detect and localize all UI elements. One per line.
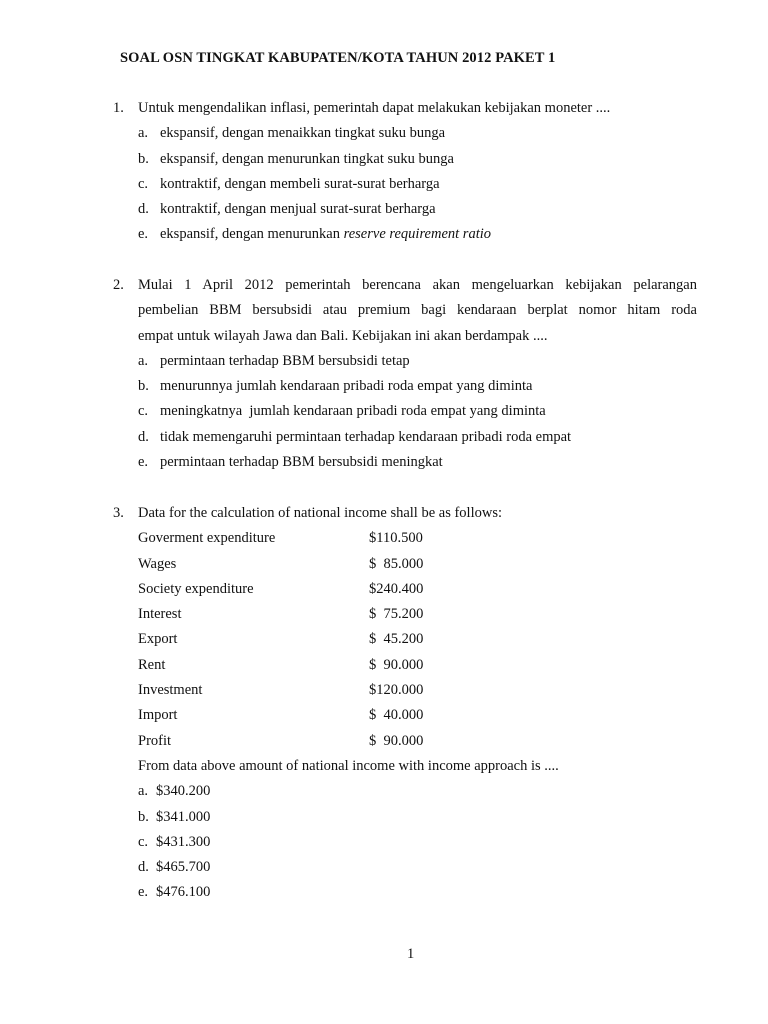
option-letter: c. xyxy=(138,175,149,192)
option-letter: d. xyxy=(138,201,149,218)
option-b xyxy=(138,147,697,172)
data-label: Import xyxy=(138,707,178,724)
option-list xyxy=(113,349,697,475)
option-letter: a. xyxy=(138,352,149,369)
option-e xyxy=(138,450,697,475)
option-text: $476.100 xyxy=(156,884,211,901)
data-row xyxy=(138,602,697,627)
data-row xyxy=(138,703,697,728)
question-number: 2. xyxy=(113,277,124,293)
option-text: ekspansif, dengan menaikkan tingkat suku bunga xyxy=(160,125,446,142)
option-letter: d. xyxy=(138,428,149,445)
option-text: permintaan terhadap BBM bersubsidi tetap xyxy=(160,352,410,369)
option-text: $465.700 xyxy=(156,859,211,876)
data-label: Society expenditure xyxy=(138,580,254,597)
data-row xyxy=(138,678,697,703)
data-row xyxy=(138,552,697,577)
data-value: $ 85.000 xyxy=(369,555,424,572)
question-stem xyxy=(138,273,697,349)
option-letter: a. xyxy=(138,125,149,142)
option-list xyxy=(113,121,697,247)
data-value: $120.000 xyxy=(369,682,424,699)
question-1 xyxy=(113,96,697,248)
page-number: 1 xyxy=(407,946,415,962)
data-value: $ 90.000 xyxy=(369,732,424,749)
question-stem-line: Mulai 1 April 2012 pemerintah berencana akan mengeluarkan kebijakan pelarangan xyxy=(138,277,697,293)
option-letter: e. xyxy=(138,454,149,471)
option-text: $431.300 xyxy=(156,833,211,850)
question-stem: Untuk mengendalikan inflasi, pemerintah dapat melakukan kebijakan moneter .... xyxy=(138,100,611,116)
option-text: kontraktif, dengan menjual surat-surat berharga xyxy=(160,201,436,218)
option-letter: b. xyxy=(138,378,149,395)
option-c xyxy=(138,172,697,197)
question-2 xyxy=(113,273,697,475)
option-d xyxy=(138,425,697,450)
option-text: permintaan terhadap BBM bersubsidi meningkat xyxy=(160,454,443,471)
option-a xyxy=(138,779,697,804)
option-e xyxy=(138,880,697,905)
data-value: $ 45.200 xyxy=(369,631,424,648)
option-text: meningkatnya jumlah kendaraan pribadi roda empat yang diminta xyxy=(160,403,546,420)
data-row xyxy=(138,627,697,652)
option-list xyxy=(113,779,697,905)
option-text: kontraktif, dengan membeli surat-surat berharga xyxy=(160,175,440,192)
data-value: $240.400 xyxy=(369,580,424,597)
question-stem-line: empat untuk wilayah Jawa dan Bali. Kebijakan ini akan berdampak .... xyxy=(138,327,548,344)
question-3 xyxy=(113,501,697,906)
option-letter: e. xyxy=(138,884,149,901)
data-table xyxy=(113,526,697,754)
data-label: Investment xyxy=(138,682,203,699)
option-letter: e. xyxy=(138,226,149,243)
option-text: ekspansif, dengan menurunkan xyxy=(160,226,344,243)
data-row xyxy=(138,577,697,602)
option-c xyxy=(138,830,697,855)
question-number: 1. xyxy=(113,100,124,116)
question-prompt: From data above amount of national income with income approach is .... xyxy=(138,757,559,774)
data-row xyxy=(138,653,697,678)
option-letter: d. xyxy=(138,859,149,876)
question-stem: Data for the calculation of national income shall be as follows: xyxy=(138,505,502,521)
option-a xyxy=(138,349,697,374)
option-e xyxy=(138,222,697,247)
data-label: Interest xyxy=(138,606,182,623)
page-title: SOAL OSN TINGKAT KABUPATEN/KOTA TAHUN 2012 PAKET 1 xyxy=(120,50,556,66)
option-d xyxy=(138,855,697,880)
data-value: $110.500 xyxy=(369,530,423,547)
data-row xyxy=(138,526,697,551)
option-a xyxy=(138,121,697,146)
option-letter: c. xyxy=(138,403,149,420)
option-b xyxy=(138,805,697,830)
option-c xyxy=(138,399,697,424)
option-text: $341.000 xyxy=(156,808,211,825)
option-letter: b. xyxy=(138,150,149,167)
option-letter: a. xyxy=(138,783,149,800)
data-value: $ 40.000 xyxy=(369,707,424,724)
data-label: Export xyxy=(138,631,178,648)
option-text: $340.200 xyxy=(156,783,211,800)
data-label: Rent xyxy=(138,656,166,673)
option-text: ekspansif, dengan menurunkan tingkat suku bunga xyxy=(160,150,454,167)
option-text: menurunnya jumlah kendaraan pribadi roda empat yang diminta xyxy=(160,378,533,395)
option-text-italic: reserve requirement ratio xyxy=(343,226,492,243)
option-text: tidak memengaruhi permintaan terhadap kendaraan pribadi roda empat xyxy=(160,428,572,445)
option-d xyxy=(138,197,697,222)
question-stem-line: pembelian BBM bersubsidi atau premium bagi kendaraan berplat nomor hitam roda xyxy=(138,302,697,319)
option-letter: b. xyxy=(138,808,149,825)
data-label: Goverment expenditure xyxy=(138,530,276,547)
data-value: $ 90.000 xyxy=(369,656,424,673)
data-label: Wages xyxy=(138,555,177,572)
data-row xyxy=(138,729,697,754)
option-letter: c. xyxy=(138,833,149,850)
data-label: Profit xyxy=(138,732,172,749)
option-b xyxy=(138,374,697,399)
data-value: $ 75.200 xyxy=(369,606,424,623)
question-number: 3. xyxy=(113,505,124,521)
